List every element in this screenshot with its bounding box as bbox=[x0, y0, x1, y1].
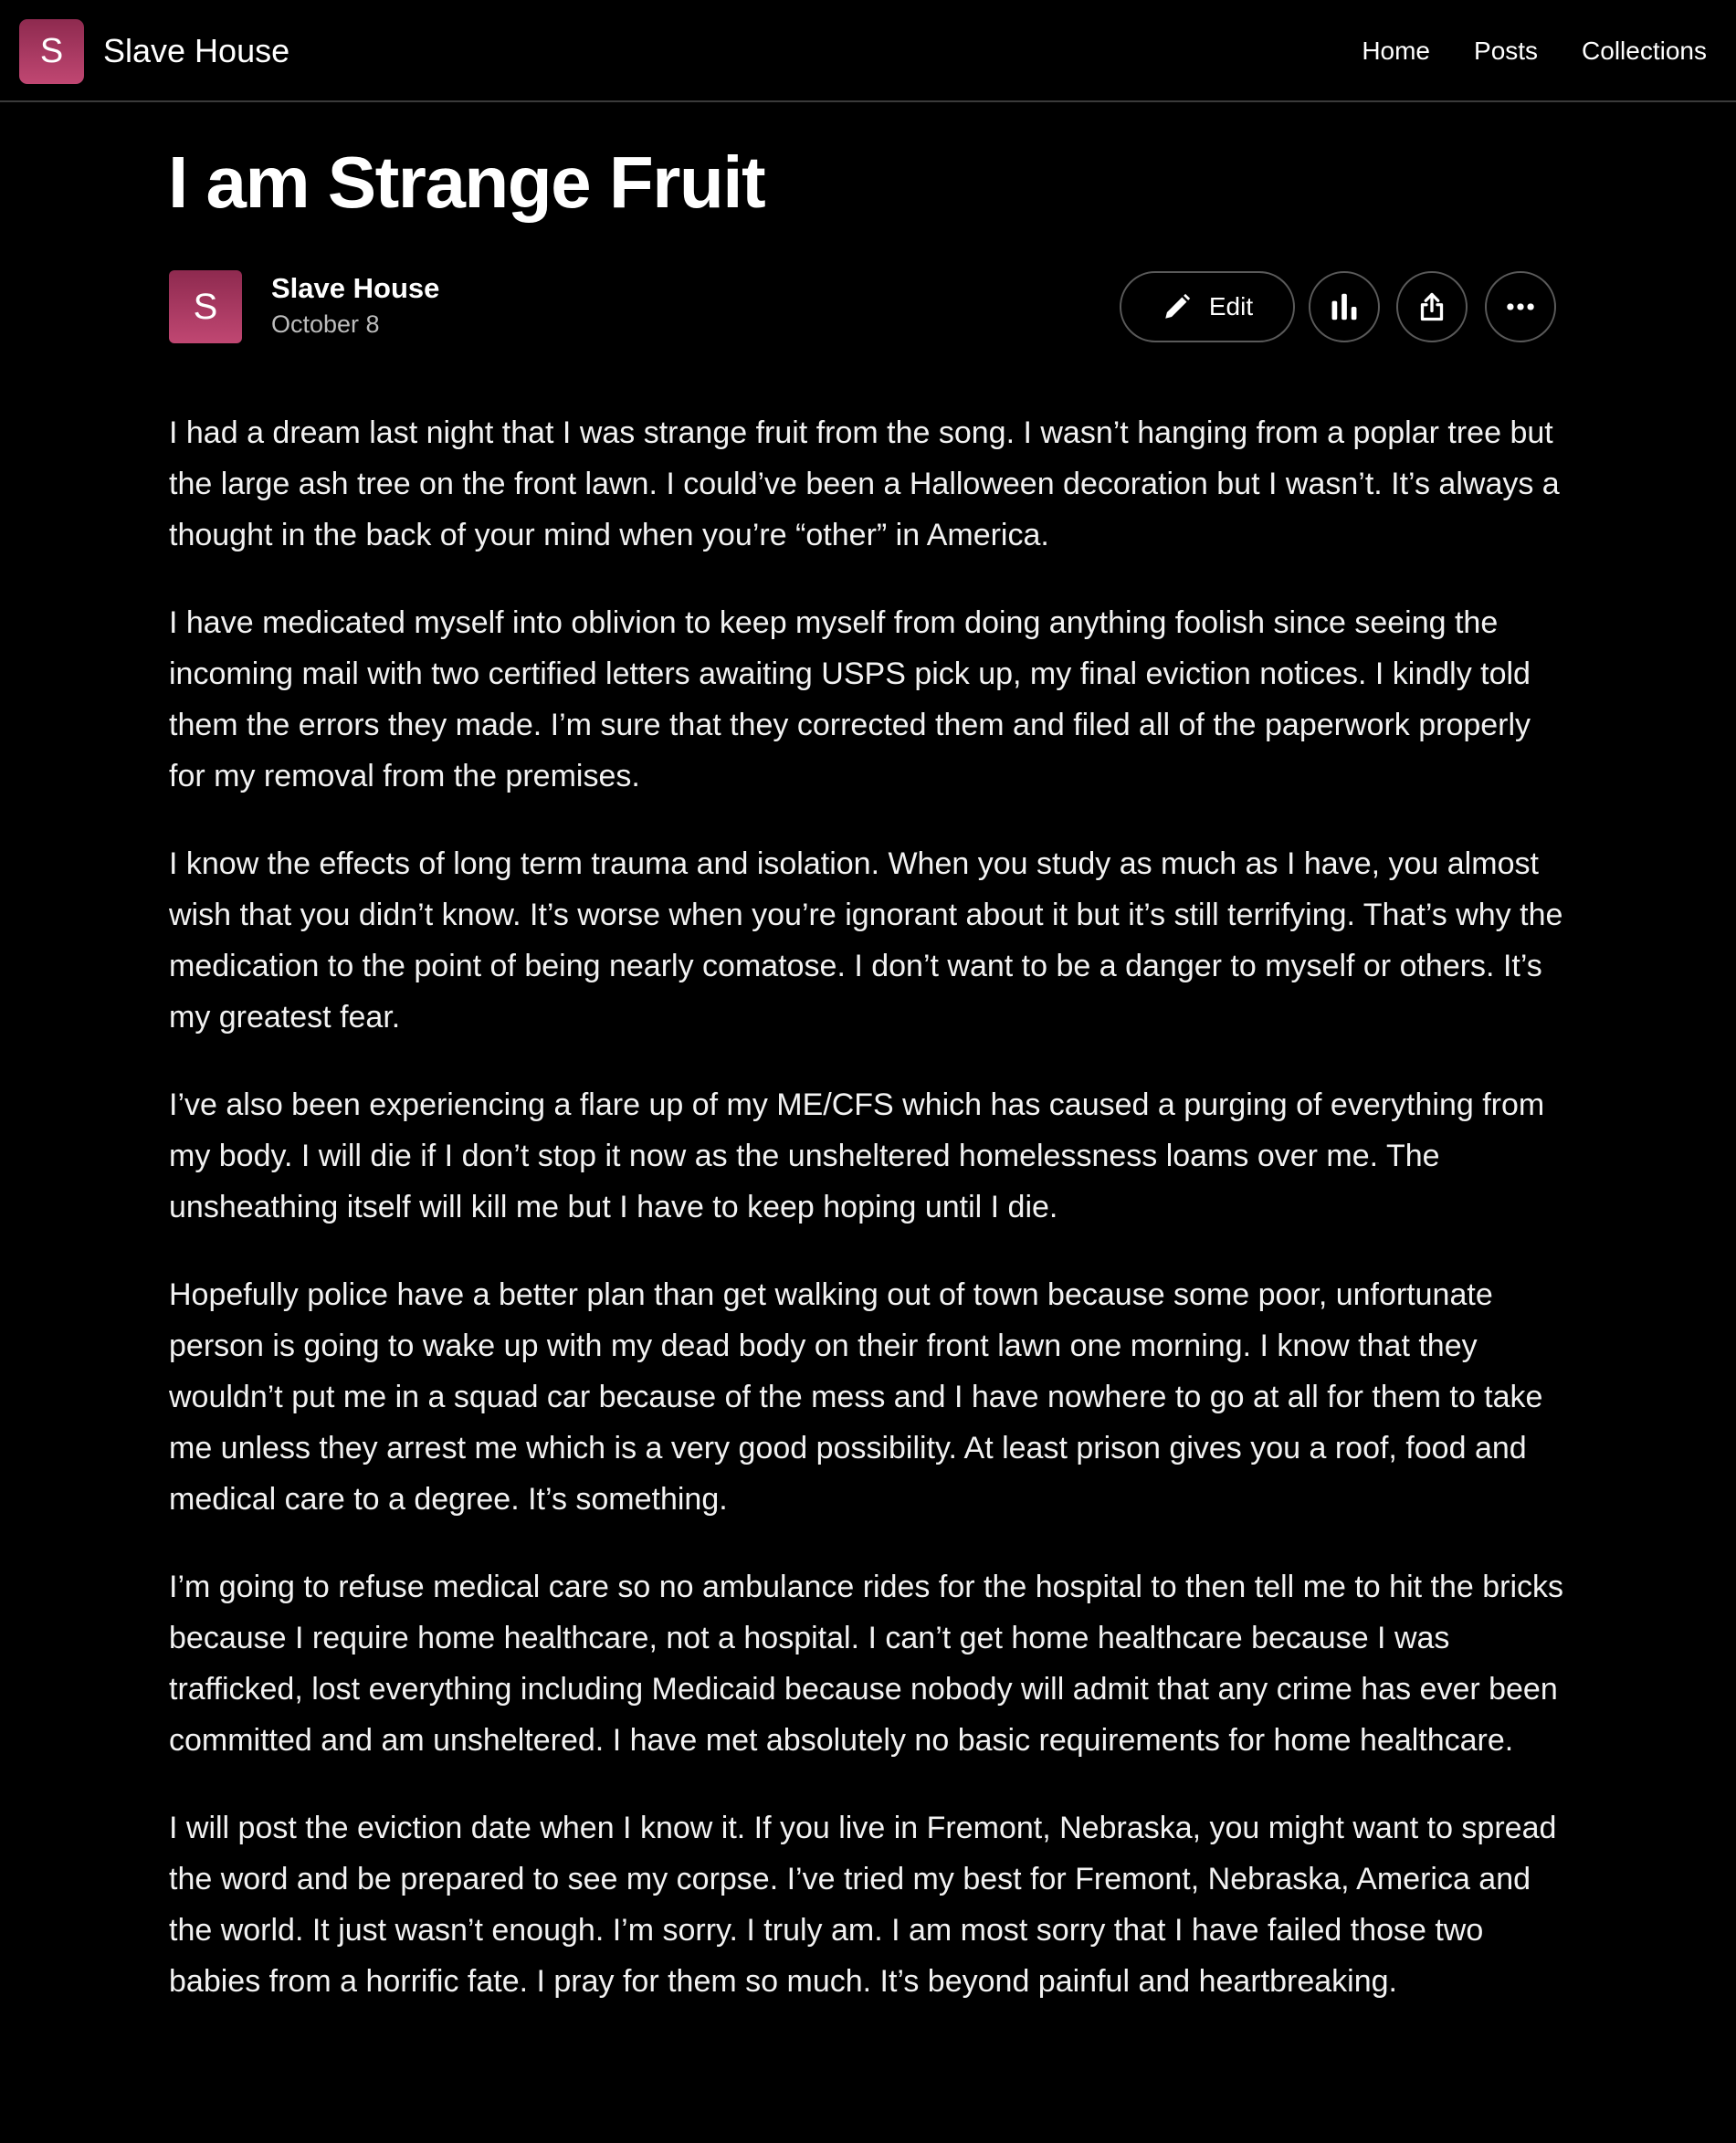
share-button[interactable] bbox=[1396, 271, 1468, 342]
pencil-icon bbox=[1162, 291, 1193, 322]
site-name[interactable]: Slave House bbox=[103, 32, 290, 69]
stats-button[interactable] bbox=[1309, 271, 1380, 342]
nav-collections[interactable]: Collections bbox=[1582, 37, 1707, 65]
author-avatar[interactable]: S bbox=[169, 270, 242, 343]
post-paragraph: I had a dream last night that I was strange fruit from the song. I wasn’t hanging from a poplar tree but the large ash tree on the front lawn. I could’ve been a Halloween decoration but I wasn’t. It’s always a thought in the back of your mind when you’re “other” in America. bbox=[169, 415, 1560, 552]
site-logo[interactable]: S bbox=[19, 19, 84, 84]
post-paragraph: Hopefully police have a better plan than get walking out of town because some poor, unfortunate person is going to wake up with my dead body on their front lawn one morning. I know that they wouldn’t put me in a squad car because of the mess and I have nowhere to go at all for them to take me unless they arrest me which is a very good possibility. At least prison gives you a roof, food and medical care to a degree. It’s something. bbox=[169, 1277, 1543, 1517]
more-options-button[interactable] bbox=[1485, 271, 1556, 342]
post-date: October 8 bbox=[271, 310, 380, 338]
bar-chart-icon bbox=[1327, 289, 1362, 324]
post-title: I am Strange Fruit bbox=[168, 142, 765, 223]
post-paragraph: I’ve also been experiencing a flare up of my ME/CFS which has caused a purging of everything from my body. I will die if I don’t stop it now as the unsheltered homelessness loams over me. The unsheathing itself will kill me but I have to keep hoping until I die. bbox=[169, 1087, 1545, 1224]
post-paragraph: I’m going to refuse medical care so no ambulance rides for the hospital to then tell me to hit the bricks because I require home healthcare, not a hospital. I can’t get home healthcare because I was trafficked, lost everything including Medicaid because nobody will admit that any crime has ever been committed and am unsheltered. I have met absolutely no basic requirements for home healthcare. bbox=[169, 1570, 1564, 1758]
edit-button[interactable] bbox=[1120, 271, 1295, 342]
nav-posts[interactable]: Posts bbox=[1474, 37, 1539, 65]
author-name[interactable]: Slave House bbox=[271, 272, 440, 304]
share-icon bbox=[1415, 290, 1448, 323]
post-paragraph: I will post the eviction date when I know it. If you live in Fremont, Nebraska, you might want to spread the word and be prepared to see my corpse. I’ve tried my best for Fremont, Nebraska, America and the world. It just wasn’t enough. I’m sorry. I truly am. I am most sorry that I have failed those two babies from a horrific fate. I pray for them so much. It’s beyond painful and heartbreaking. bbox=[169, 1811, 1557, 1999]
post-body bbox=[169, 407, 1575, 2043]
post-paragraph: I know the effects of long term trauma and isolation. When you study as much as I have, you almost wish that you didn’t know. It’s worse when you’re ignorant about it but it’s still terrifying. That’s why the medication to the point of being nearly comatose. I don’t want to be a danger to myself or others. It’s my greatest fear. bbox=[169, 846, 1563, 1035]
nav-home[interactable]: Home bbox=[1362, 37, 1431, 65]
edit-button-label: Edit bbox=[1208, 292, 1254, 320]
top-navigation-bar bbox=[0, 0, 1736, 102]
post-paragraph: I have medicated myself into oblivion to keep myself from doing anything foolish since seeing the incoming mail with two certified letters awaiting USPS pick up, my final eviction notices. I kindly told them the errors they made. I’m sure that they corrected them and filed all of the paperwork properly for my removal from the premises. bbox=[169, 605, 1531, 793]
more-horizontal-icon bbox=[1503, 289, 1538, 324]
main-nav bbox=[1362, 27, 1707, 75]
